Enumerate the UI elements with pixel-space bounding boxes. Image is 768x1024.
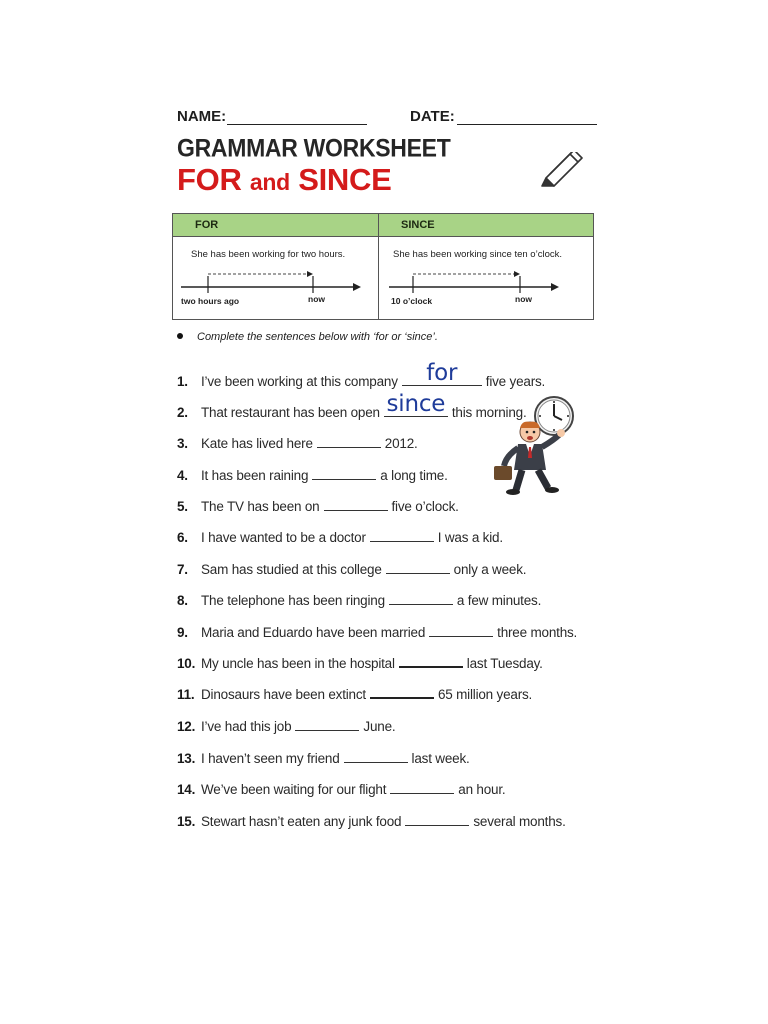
question-text-after: only a week. — [453, 562, 527, 577]
question-text-before: The TV has been on — [201, 499, 320, 514]
answer-blank[interactable] — [402, 360, 482, 386]
question-text-before: I’ve had this job — [201, 719, 292, 734]
question-text-after: 65 million years. — [437, 687, 533, 702]
question-text-after: three months. — [497, 625, 578, 640]
since-example: She has been working since ten o’clock. — [393, 249, 562, 260]
question-text-before: That restaurant has been open — [201, 405, 380, 420]
question — [177, 719, 395, 734]
question-text-before: I’ve been working at this company — [201, 374, 398, 389]
question-number: 3. — [177, 436, 188, 451]
answer-blank[interactable] — [389, 594, 453, 605]
question-text-before: It has been raining — [201, 468, 309, 483]
answer-blank[interactable] — [370, 531, 434, 542]
answer-blank[interactable] — [429, 626, 493, 637]
question-number: 5. — [177, 499, 188, 514]
subtitle-for: FOR — [177, 162, 242, 197]
header-row — [177, 108, 597, 130]
instruction — [177, 331, 438, 343]
worksheet-subtitle — [177, 162, 391, 198]
question-text-after: a few minutes. — [456, 593, 542, 608]
question-number: 8. — [177, 593, 188, 608]
question-text-after: last week. — [411, 751, 470, 766]
since-heading: SINCE — [379, 214, 593, 237]
question — [177, 656, 543, 671]
answer-blank[interactable] — [386, 563, 450, 574]
question-number: 13. — [177, 751, 196, 766]
question — [177, 625, 577, 640]
question — [177, 468, 448, 483]
question-text-before: Stewart hasn’t eaten any junk food — [201, 814, 402, 829]
question-number: 14. — [177, 782, 196, 797]
question — [177, 782, 505, 797]
question-text-after: I was a kid. — [437, 530, 503, 545]
question-text-before: The telephone has been ringing — [201, 593, 385, 608]
question-text-after: a long time. — [380, 468, 448, 483]
answer-blank[interactable] — [295, 720, 359, 731]
answer-blank[interactable] — [324, 500, 388, 511]
question — [177, 814, 566, 829]
question-text-after: five o’clock. — [391, 499, 459, 514]
question-text-after: five years. — [485, 374, 546, 389]
handwritten-answer: since — [386, 391, 446, 417]
answer-blank[interactable] — [399, 656, 463, 668]
question-number: 9. — [177, 625, 188, 640]
question-number: 12. — [177, 719, 196, 734]
question-number: 2. — [177, 405, 188, 420]
date-label: DATE: — [410, 108, 455, 125]
question-number: 7. — [177, 562, 188, 577]
question-text-before: I haven’t seen my friend — [201, 751, 340, 766]
subtitle-and: and — [249, 169, 290, 195]
answer-blank[interactable] — [405, 815, 469, 826]
question — [177, 391, 527, 420]
question-text-before: Kate has lived here — [201, 436, 313, 451]
answer-blank[interactable] — [312, 469, 376, 480]
bullet-icon — [177, 333, 183, 339]
question-text-before: We’ve been waiting for our flight — [201, 782, 387, 797]
answer-blank[interactable] — [384, 391, 448, 417]
question-text-after: several months. — [473, 814, 566, 829]
instruction-text: Complete the sentences below with ‘for or ‘since’. — [197, 331, 438, 343]
question-number: 11. — [177, 687, 195, 702]
for-start-label: two hours ago — [181, 296, 240, 306]
worksheet-title: GRAMMAR WORKSHEET — [177, 134, 451, 163]
question — [177, 436, 418, 451]
date-field-line[interactable] — [457, 124, 597, 125]
handwritten-answer: for — [426, 360, 458, 386]
question — [177, 593, 541, 608]
answer-blank[interactable] — [317, 437, 381, 448]
question-number: 10. — [177, 656, 196, 671]
for-column — [173, 214, 379, 319]
question-text-before: Dinosaurs have been extinct — [201, 687, 366, 702]
for-since-table — [172, 213, 594, 320]
for-end-label: now — [308, 294, 325, 304]
pencil-icon — [540, 152, 584, 190]
question-text-before: Sam has studied at this college — [201, 562, 382, 577]
question-text-after: 2012. — [384, 436, 418, 451]
question-text-after: June. — [363, 719, 396, 734]
question-number: 4. — [177, 468, 188, 483]
question-text-before: My uncle has been in the hospital — [201, 656, 395, 671]
question — [177, 562, 526, 577]
answer-blank[interactable] — [370, 687, 434, 699]
answer-blank[interactable] — [344, 752, 408, 763]
for-example: She has been working for two hours. — [191, 249, 346, 260]
clock-man-illustration — [492, 392, 578, 496]
question-text-before: Maria and Eduardo have been married — [201, 625, 426, 640]
since-start-label: 10 o’clock — [391, 296, 433, 306]
since-end-label: now — [515, 294, 532, 304]
subtitle-since: SINCE — [298, 162, 392, 197]
answer-blank[interactable] — [390, 783, 454, 794]
question-text-after: last Tuesday. — [466, 656, 543, 671]
question-number: 6. — [177, 530, 188, 545]
question — [177, 499, 459, 514]
question-text-after: an hour. — [458, 782, 506, 797]
since-column — [379, 214, 593, 319]
question — [177, 687, 532, 702]
question — [177, 751, 470, 766]
question-number: 1. — [177, 374, 188, 389]
name-field-line[interactable] — [227, 124, 367, 125]
question-text-before: I have wanted to be a doctor — [201, 530, 366, 545]
for-heading: FOR — [173, 214, 378, 237]
question — [177, 530, 503, 545]
question — [177, 360, 546, 389]
name-label: NAME: — [177, 108, 227, 125]
question-text-after: this morning. — [451, 405, 527, 420]
question-number: 15. — [177, 814, 196, 829]
